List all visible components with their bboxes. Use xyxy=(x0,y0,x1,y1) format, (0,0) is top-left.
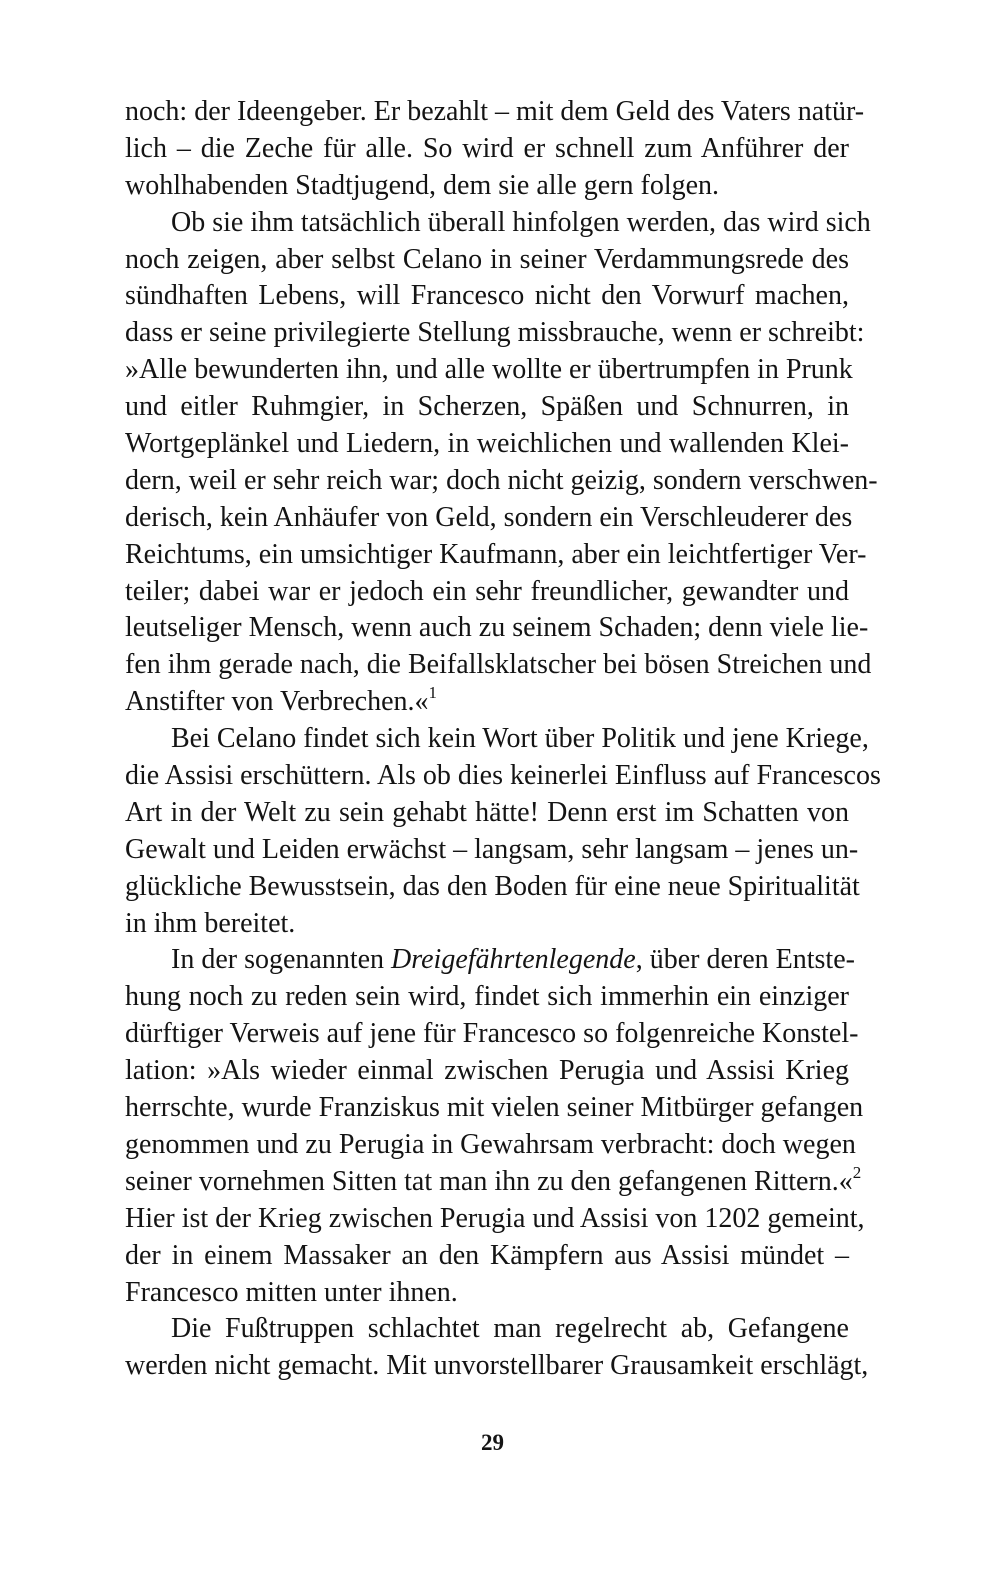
text-line: hung noch zu reden sein wird, findet sich immerhin ein einziger xyxy=(125,981,849,1013)
text-line: Reichtums, ein umsichtiger Kaufmann, aber ein leichtfertiger Ver- xyxy=(125,538,867,570)
text-line: Ob sie ihm tatsächlich überall hinfolgen werden, das wird sich xyxy=(171,206,871,238)
text-line: sündhaften Lebens, will Francesco nicht den Vorwurf machen, xyxy=(125,280,849,312)
text-line: herrschte, wurde Franziskus mit vielen seiner Mitbürger gefangen xyxy=(125,1092,864,1124)
page-number: 29 xyxy=(481,1430,504,1455)
text-line: Wortgeplänkel und Liedern, in weichlichen und wallenden Klei- xyxy=(125,428,849,460)
italic-title: Dreigefährtenlegende xyxy=(391,944,636,976)
text-line: Die Fußtruppen schlachtet man regelrecht ab, Gefangene xyxy=(171,1313,849,1345)
text-line: leutseliger Mensch, wenn auch zu seinem Schaden; denn viele lie- xyxy=(125,612,869,644)
paragraph xyxy=(125,721,881,942)
text-line-prefix: In der sogenannten xyxy=(171,944,392,976)
text-line: lich – die Zeche für alle. So wird er schnell zum Anführer der xyxy=(125,132,849,164)
paragraph xyxy=(125,205,878,721)
paragraph xyxy=(125,94,865,205)
text-line xyxy=(125,1162,862,1201)
footnote-marker[interactable]: 2 xyxy=(852,1162,862,1182)
text-line: dürftiger Verweis auf jene für Francesco so folgenreiche Konstel- xyxy=(125,1018,859,1050)
text-line: und eitler Ruhmgier, in Scherzen, Späßen und Schnurren, in xyxy=(125,391,849,423)
text-line: dern, weil er sehr reich war; doch nicht geizig, sondern verschwen- xyxy=(125,464,878,496)
text-line: Art in der Welt zu sein gehabt hätte! Denn erst im Schatten von xyxy=(125,796,849,828)
text-line-suffix: , über deren Entste- xyxy=(635,944,855,976)
paragraph xyxy=(125,1311,869,1385)
text-line xyxy=(125,684,849,721)
text-line-content: seiner vornehmen Sitten tat man ihn zu den gefangenen Rittern.« xyxy=(125,1165,853,1197)
text-line: derisch, kein Anhäufer von Geld, sondern ein Verschleuderer des xyxy=(125,501,853,533)
text-line: dass er seine privilegierte Stellung missbrauche, wenn er schreibt: xyxy=(125,317,865,349)
text-line: teiler; dabei war er jedoch ein sehr freundlicher, gewandter und xyxy=(125,575,849,607)
footnote-marker[interactable]: 1 xyxy=(428,683,438,703)
text-line: noch: der Ideengeber. Er bezahlt – mit dem Geld des Vaters natür- xyxy=(125,96,865,127)
text-line: Bei Celano findet sich kein Wort über Politik und jene Kriege, xyxy=(171,723,869,755)
text-line: glückliche Bewusstsein, das den Boden für eine neue Spiritualität xyxy=(125,870,860,902)
text-line-content: Anstifter von Verbrechen.« xyxy=(125,686,429,718)
text-line: die Assisi erschüttern. Als ob dies keinerlei Einfluss auf Francescos xyxy=(125,760,881,792)
text-line: genommen und zu Perugia in Gewahrsam verbracht: doch wegen xyxy=(125,1128,856,1160)
text-line: noch zeigen, aber selbst Celano in seiner Verdammungsrede des xyxy=(125,243,849,275)
text-line: »Alle bewunderten ihn, und alle wollte er übertrumpfen in Prunk xyxy=(125,354,853,386)
text-line: Hier ist der Krieg zwischen Perugia und Assisi von 1202 gemeint, xyxy=(125,1202,865,1234)
text-line: lation: »Als wieder einmal zwischen Perugia und Assisi Krieg xyxy=(125,1055,849,1087)
text-line: in ihm bereitet. xyxy=(125,907,296,939)
text-line: fen ihm gerade nach, die Beifallsklatscher bei bösen Streichen und xyxy=(125,649,872,681)
text-line: wohlhabenden Stadtjugend, dem sie alle gern folgen. xyxy=(125,169,720,201)
text-line xyxy=(125,942,855,979)
text-line: der in einem Massaker an den Kämpfern aus Assisi mündet – xyxy=(125,1239,849,1271)
text-line: Gewalt und Leiden erwächst – langsam, sehr langsam – jenes un- xyxy=(125,833,859,865)
text-line: Francesco mitten unter ihnen. xyxy=(125,1276,458,1308)
text-line: werden nicht gemacht. Mit unvorstellbarer Grausamkeit erschlägt, xyxy=(125,1350,869,1382)
paragraph xyxy=(125,942,865,1311)
book-page-body xyxy=(125,94,881,1385)
